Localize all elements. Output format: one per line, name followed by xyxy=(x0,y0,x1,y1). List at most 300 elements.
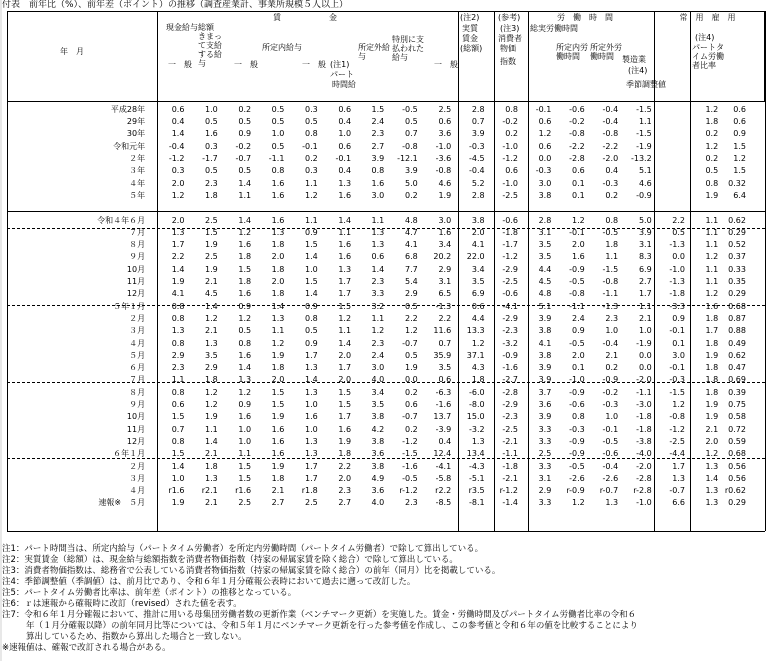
cell-value xyxy=(186,202,219,214)
cell-value: 1.0 xyxy=(638,326,652,336)
cell-value: 5.0 xyxy=(638,215,652,225)
cell-value: 4.1 xyxy=(171,289,185,299)
header-hours: 労 働 時 間 xyxy=(557,13,613,22)
cell-value: 1.2 xyxy=(205,387,218,397)
table-row xyxy=(7,473,775,485)
cell-value: 1.0 xyxy=(305,424,318,434)
cell-value: 2.1 xyxy=(205,326,218,336)
grid-line xyxy=(7,458,765,459)
cell-value: 37.1 xyxy=(466,350,485,360)
cell-value: 1.3 xyxy=(171,227,185,237)
cell-value: 1.6 xyxy=(338,190,352,200)
grid-line xyxy=(528,11,529,531)
cell-value: 1.4 xyxy=(171,461,185,471)
cell-value: 0.47 xyxy=(728,363,746,373)
cell-value: 2.5 xyxy=(238,498,252,508)
spacer-row xyxy=(7,202,775,214)
cell-value: 1.3 xyxy=(705,461,719,471)
cell-value: -0.8 xyxy=(569,129,585,139)
cell-value: 5.1 xyxy=(538,301,552,311)
table-row xyxy=(7,116,775,128)
cell-value: 1.0 xyxy=(271,129,285,139)
cell-value: 0.1 xyxy=(672,338,685,348)
row-label: 速報※ ５月 xyxy=(98,498,146,508)
cell-value: 1.8 xyxy=(705,313,719,323)
cell-value: 0.0 xyxy=(672,252,685,262)
cell-value: 0.88 xyxy=(728,326,746,336)
cell-value: -8.1 xyxy=(468,498,485,508)
cell-value: 2.0 xyxy=(271,375,285,385)
cell-value: r-1.2 xyxy=(399,486,418,496)
cell-value: 0.9 xyxy=(238,129,252,139)
cell-value: -0.1 xyxy=(669,326,685,336)
cell-value: 1.5 xyxy=(238,461,252,471)
cell-value: 5.0 xyxy=(405,178,418,188)
cell-value: 4.1 xyxy=(538,338,552,348)
cell-value: -1.5 xyxy=(636,129,652,139)
footnote: 注5：パートタイム労働者比率は、前年差（ポイント）の推移となっている。 xyxy=(2,588,297,598)
cell-value: -0.1 xyxy=(602,424,619,434)
cell-value: -1.3 xyxy=(602,301,619,311)
cell-value: -4.5 xyxy=(468,154,485,164)
cell-value: 2.7 xyxy=(371,141,385,151)
table-row xyxy=(7,178,775,190)
header-real-wage: 実質 xyxy=(462,24,478,33)
cell-value: -13.2 xyxy=(630,154,652,164)
cell-value: 0.5 xyxy=(405,350,418,360)
cell-value: 4.7 xyxy=(405,227,418,237)
cell-value: 2.0 xyxy=(338,375,352,385)
cell-value: -1.6 xyxy=(402,461,418,471)
cell-value: 1.6 xyxy=(338,252,352,262)
row-label: ３年 xyxy=(129,166,146,176)
cell-value: 1.8 xyxy=(705,375,719,385)
table-row xyxy=(7,264,775,276)
table-row xyxy=(7,411,775,423)
cell-value: -0.5 xyxy=(569,461,585,471)
cell-value: 3.9 xyxy=(371,154,385,164)
cell-value: 3.3 xyxy=(371,289,385,299)
cell-value: -2.5 xyxy=(669,436,685,446)
cell-value: 2.0 xyxy=(572,240,585,250)
cell-value: -1.0 xyxy=(636,498,652,508)
row-label: ７月 xyxy=(129,375,146,385)
cell-value: 1.8 xyxy=(271,363,285,373)
cell-value: -1.5 xyxy=(636,104,652,114)
row-label: 10月 xyxy=(126,412,146,422)
grid-line xyxy=(7,211,765,212)
header-part-ratio: パートタイム労働者比率 xyxy=(692,43,724,70)
row-label: 12月 xyxy=(126,289,146,299)
cell-value: 0.8 xyxy=(371,166,385,176)
row-label: ４年 xyxy=(129,178,146,188)
cell-value: 1.6 xyxy=(238,350,252,360)
cell-value xyxy=(253,202,286,214)
cell-value: -4.4 xyxy=(669,449,685,459)
table-row xyxy=(7,399,775,411)
cell-value xyxy=(153,202,186,214)
cell-value: 0.5 xyxy=(305,326,318,336)
cell-value: 3.1 xyxy=(638,240,652,250)
cell-value: 1.6 xyxy=(271,178,285,188)
header-ref-cpi: 物価 xyxy=(500,44,516,53)
cell-value xyxy=(654,129,687,141)
cell-value: 2.8 xyxy=(538,215,552,225)
cell-value: 1.4 xyxy=(371,264,385,274)
cell-value: 1.5 xyxy=(238,473,252,483)
cell-value: -0.7 xyxy=(669,486,685,496)
cell-value: 1.4 xyxy=(171,264,185,274)
cell-value: 0.7 xyxy=(171,424,185,434)
cell-value xyxy=(654,116,687,128)
cell-value: 1.8 xyxy=(271,240,285,250)
cell-value: -0.3 xyxy=(569,424,585,434)
cell-value: 0.3 xyxy=(305,166,318,176)
cell-value xyxy=(720,202,748,214)
cell-value: 0.6 xyxy=(371,252,385,262)
cell-value: -0.3 xyxy=(602,178,619,188)
grid-line xyxy=(494,11,495,531)
cell-value: 0.5 xyxy=(405,301,418,311)
cell-value: 1.5 xyxy=(171,412,185,422)
cell-value: -0.9 xyxy=(569,264,585,274)
cell-value: 1.1 xyxy=(705,264,719,274)
cell-value: r1.6 xyxy=(235,486,252,496)
cell-value: 4.6 xyxy=(638,178,652,188)
cell-value: 1.9 xyxy=(205,240,218,250)
cell-value: -2.6 xyxy=(569,473,585,483)
row-label: ３月 xyxy=(129,326,146,336)
cell-value: r0.62 xyxy=(724,486,746,496)
cell-value: 2.2 xyxy=(438,313,452,323)
cell-value: 0.29 xyxy=(728,227,746,237)
table-row xyxy=(7,165,775,177)
cell-value: -1.8 xyxy=(636,412,652,422)
header-scheduled-total: きまって支給する給与 xyxy=(198,32,222,68)
cell-value: 1.8 xyxy=(338,449,352,459)
cell-value: -0.1 xyxy=(569,227,585,237)
table-row xyxy=(7,153,775,165)
cell-value: -2.3 xyxy=(502,412,518,422)
cell-value: 1.3 xyxy=(705,498,719,508)
header-ref-note: (注3) xyxy=(500,24,520,33)
cell-value: 5.4 xyxy=(405,277,418,287)
cell-value: 1.9 xyxy=(205,264,218,274)
cell-value: 1.2 xyxy=(471,338,485,348)
cell-value: 13.7 xyxy=(433,412,452,422)
cell-value: 0.1 xyxy=(572,190,585,200)
cell-value: 2.0 xyxy=(338,350,352,360)
cell-value: 1.8 xyxy=(271,473,285,483)
cell-value: 0.4 xyxy=(338,117,352,127)
cell-value: 4.1 xyxy=(405,240,418,250)
cell-value: 1.8 xyxy=(205,190,218,200)
cell-value: 3.5 xyxy=(538,240,552,250)
cell-value: 2.3 xyxy=(605,313,619,323)
cell-value: 1.2 xyxy=(572,498,585,508)
cell-value: -0.4 xyxy=(468,166,485,176)
cell-value: 1.7 xyxy=(672,461,685,471)
cell-value: 3.3 xyxy=(538,498,552,508)
cell-value: 0.29 xyxy=(728,498,746,508)
grid-line xyxy=(7,531,765,532)
cell-value: 0.3 xyxy=(305,104,318,114)
cell-value: 3.1 xyxy=(438,277,452,287)
cell-value xyxy=(520,202,553,214)
cell-value: 1.9 xyxy=(205,412,218,422)
cell-value: 2.0 xyxy=(271,252,285,262)
cell-value: 2.1 xyxy=(271,486,285,496)
cell-value: 1.6 xyxy=(338,424,352,434)
cell-value: -0.5 xyxy=(402,473,418,483)
cell-value: 2.4 xyxy=(572,313,585,323)
cell-value: 1.5 xyxy=(305,240,318,250)
cell-value: -0.3 xyxy=(535,166,552,176)
cell-value: 13.4 xyxy=(466,449,485,459)
cell-value: 1.7 xyxy=(305,350,318,360)
cell-value: -0.6 xyxy=(569,400,585,410)
row-label: ４月 xyxy=(129,338,146,348)
data-table xyxy=(7,104,775,510)
cell-value: -0.2 xyxy=(235,141,252,151)
cell-value: 1.8 xyxy=(271,289,285,299)
cell-value: 0.8 xyxy=(238,338,252,348)
header-out-hours: 所定外労働時間 xyxy=(590,43,622,61)
cell-value: 2.3 xyxy=(371,338,385,348)
cell-value: 1.3 xyxy=(305,363,318,373)
cell-value: -3.8 xyxy=(636,436,652,446)
cell-value: 0.0 xyxy=(638,363,652,373)
cell-value: 0.5 xyxy=(238,166,252,176)
table-row xyxy=(7,338,775,350)
cell-value: 0.8 xyxy=(271,166,285,176)
cell-value xyxy=(654,202,687,214)
cell-value: 2.2 xyxy=(171,252,185,262)
cell-value: 0.62 xyxy=(728,350,746,360)
cell-value: 3.9 xyxy=(638,227,652,237)
table-row xyxy=(7,424,775,436)
cell-value: -0.3 xyxy=(602,400,619,410)
cell-value: 1.9 xyxy=(705,400,719,410)
cell-value: 1.3 xyxy=(305,436,318,446)
cell-value: -2.5 xyxy=(502,190,518,200)
cell-value: -0.9 xyxy=(502,350,518,360)
cell-value: -1.0 xyxy=(669,264,685,274)
table-row xyxy=(7,498,775,510)
cell-value: 1.8 xyxy=(205,461,218,471)
cell-value: -0.8 xyxy=(402,141,418,151)
cell-value: 2.1 xyxy=(205,449,218,459)
cell-value: 2.0 xyxy=(171,215,185,225)
header-ref-cpi: 消費者 xyxy=(498,34,522,43)
cell-value: -0.7 xyxy=(402,412,418,422)
cell-value: -6.0 xyxy=(468,387,485,397)
cell-value: 3.8 xyxy=(371,412,385,422)
cell-value: 1.7 xyxy=(305,473,318,483)
cell-value: 1.0 xyxy=(605,326,619,336)
row-label: ６月 xyxy=(129,363,146,373)
cell-value: 1.2 xyxy=(705,141,719,151)
cell-value: 0.35 xyxy=(728,277,746,287)
cell-value: 1.6 xyxy=(305,412,318,422)
cell-value: 0.5 xyxy=(271,104,285,114)
cell-value: 0.7 xyxy=(405,129,418,139)
cell-value: -0.9 xyxy=(602,375,619,385)
row-label: ５月 xyxy=(129,350,146,360)
table-row xyxy=(7,190,775,202)
cell-value: r-0.9 xyxy=(566,486,585,496)
cell-value: 3.0 xyxy=(371,363,385,373)
table-row xyxy=(7,350,775,362)
cell-value: 0.4 xyxy=(605,166,619,176)
cell-value: 0.6 xyxy=(438,375,452,385)
cell-value: 0.6 xyxy=(538,117,552,127)
row-label: ７月 xyxy=(129,227,146,237)
cell-value: -1.2 xyxy=(402,436,418,446)
cell-value: 6.5 xyxy=(438,289,452,299)
cell-value: 1.2 xyxy=(305,190,318,200)
cell-value: 1.3 xyxy=(305,387,318,397)
cell-value: r-0.7 xyxy=(599,486,619,496)
cell-value: 1.2 xyxy=(205,313,218,323)
cell-value: -2.0 xyxy=(636,461,652,471)
cell-value: 1.1 xyxy=(638,117,652,127)
cell-value: 15.0 xyxy=(466,412,485,422)
footnote: 注2：実質賃金（総額）は、現金給与総額指数を消費者物価指数（持家の帰属家賃を除く総合）で除して算出している。 xyxy=(2,555,458,565)
cell-value: -0.2 xyxy=(569,117,585,127)
cell-value: 2.0 xyxy=(271,277,285,287)
cell-value: 1.3 xyxy=(371,240,385,250)
cell-value: 3.8 xyxy=(371,436,385,446)
cell-value: 0.6 xyxy=(338,141,352,151)
cell-value: -3.2 xyxy=(468,424,485,434)
cell-value: 6.6 xyxy=(672,498,685,508)
cell-value: 0.69 xyxy=(728,375,746,385)
cell-value: 2.0 xyxy=(171,178,185,188)
header-real-wage-note: (注2) xyxy=(460,13,480,22)
header-manufacturing: 製造業 xyxy=(622,55,646,64)
cell-value: -1.8 xyxy=(669,289,685,299)
cell-value: -4.0 xyxy=(636,449,652,459)
cell-value: 1.6 xyxy=(271,436,285,446)
cell-value: 0.7 xyxy=(471,117,485,127)
cell-value: 6.4 xyxy=(733,190,746,200)
cell-value: -1.5 xyxy=(402,449,418,459)
row-label: ９月 xyxy=(129,252,146,262)
cell-value: 0.4 xyxy=(338,166,352,176)
cell-value: 1.3 xyxy=(338,264,352,274)
cell-value xyxy=(420,202,453,214)
cell-value: -2.8 xyxy=(636,473,652,483)
row-label: 令和４年６月 xyxy=(97,215,146,225)
cell-value: 0.6 xyxy=(538,141,552,151)
cell-value: 1.8 xyxy=(705,338,719,348)
cell-value: r-1.2 xyxy=(499,486,518,496)
cell-value: 1.5 xyxy=(271,387,285,397)
cell-value: 2.0 xyxy=(338,473,352,483)
cell-value: 1.9 xyxy=(171,277,185,287)
grid-line xyxy=(7,228,765,229)
cell-value: -3.9 xyxy=(435,424,452,434)
table-row xyxy=(7,215,775,227)
cell-value: 0.9 xyxy=(238,400,252,410)
cell-value xyxy=(220,202,253,214)
cell-value: 0.9 xyxy=(733,129,746,139)
cell-value: 3.5 xyxy=(371,400,385,410)
cell-value: 1.1 xyxy=(171,375,185,385)
cell-value: -0.4 xyxy=(602,117,619,127)
cell-value: 3.9 xyxy=(538,412,552,422)
cell-value: -0.6 xyxy=(502,215,518,225)
cell-value: 1.9 xyxy=(271,412,285,422)
cell-value: 2.3 xyxy=(405,498,418,508)
header-scheduled-out: 所定外給与 xyxy=(358,43,390,61)
cell-value: 1.6 xyxy=(371,178,385,188)
cell-value: 1.9 xyxy=(171,498,185,508)
header-special: 特別に支払われた給与 xyxy=(392,35,424,62)
cell-value: 1.9 xyxy=(705,412,719,422)
cell-value: 0.5 xyxy=(205,166,218,176)
cell-value: 1.0 xyxy=(171,473,185,483)
cell-value: 3.9 xyxy=(405,166,418,176)
cell-value: 1.5 xyxy=(733,166,746,176)
cell-value: 1.8 xyxy=(705,387,719,397)
cell-value: -1.3 xyxy=(669,240,685,250)
cell-value: 0.6 xyxy=(733,104,746,114)
cell-value: 1.0 xyxy=(205,104,218,114)
cell-value: 1.9 xyxy=(271,461,285,471)
cell-value: -2.1 xyxy=(502,473,518,483)
cell-value: 3.4 xyxy=(471,264,485,274)
cell-value: -1.7 xyxy=(502,240,518,250)
cell-value: 0.87 xyxy=(728,313,746,323)
cell-value: 4.8 xyxy=(538,289,552,299)
cell-value: 1.4 xyxy=(171,129,185,139)
cell-value: 1.2 xyxy=(705,289,719,299)
cell-value: -0.8 xyxy=(569,289,585,299)
header-real-wage: 賃金 xyxy=(462,34,478,43)
table-row xyxy=(7,461,775,473)
cell-value: -0.4 xyxy=(602,104,619,114)
cell-value: 1.3 xyxy=(305,449,318,459)
cell-value: 0.58 xyxy=(728,412,746,422)
cell-value: -1.1 xyxy=(569,301,585,311)
cell-value: 2.9 xyxy=(405,289,418,299)
cell-value: 1.2 xyxy=(538,129,552,139)
cell-value: 3.4 xyxy=(371,387,385,397)
cell-value: -4.1 xyxy=(502,301,518,311)
cell-value: 5.1 xyxy=(638,166,652,176)
cell-value: 35.9 xyxy=(433,350,452,360)
cell-value: 0.0 xyxy=(538,154,552,164)
cell-value: 0.2 xyxy=(705,129,719,139)
cell-value: 0.29 xyxy=(728,289,746,299)
table-row xyxy=(7,252,775,264)
cell-value: 1.2 xyxy=(271,338,285,348)
cell-value: 4.3 xyxy=(471,363,485,373)
cell-value: -2.8 xyxy=(502,387,518,397)
cell-value: -2.9 xyxy=(502,313,518,323)
cell-value: 0.6 xyxy=(505,166,518,176)
cell-value: 0.4 xyxy=(171,117,185,127)
row-label: ５年 xyxy=(129,190,146,200)
cell-value: -0.3 xyxy=(669,375,685,385)
cell-value: -0.4 xyxy=(602,461,619,471)
cell-value: 1.9 xyxy=(405,363,418,373)
cell-value: 3.6 xyxy=(371,486,385,496)
cell-value: -0.9 xyxy=(636,190,652,200)
cell-value: -0.1 xyxy=(302,141,318,151)
